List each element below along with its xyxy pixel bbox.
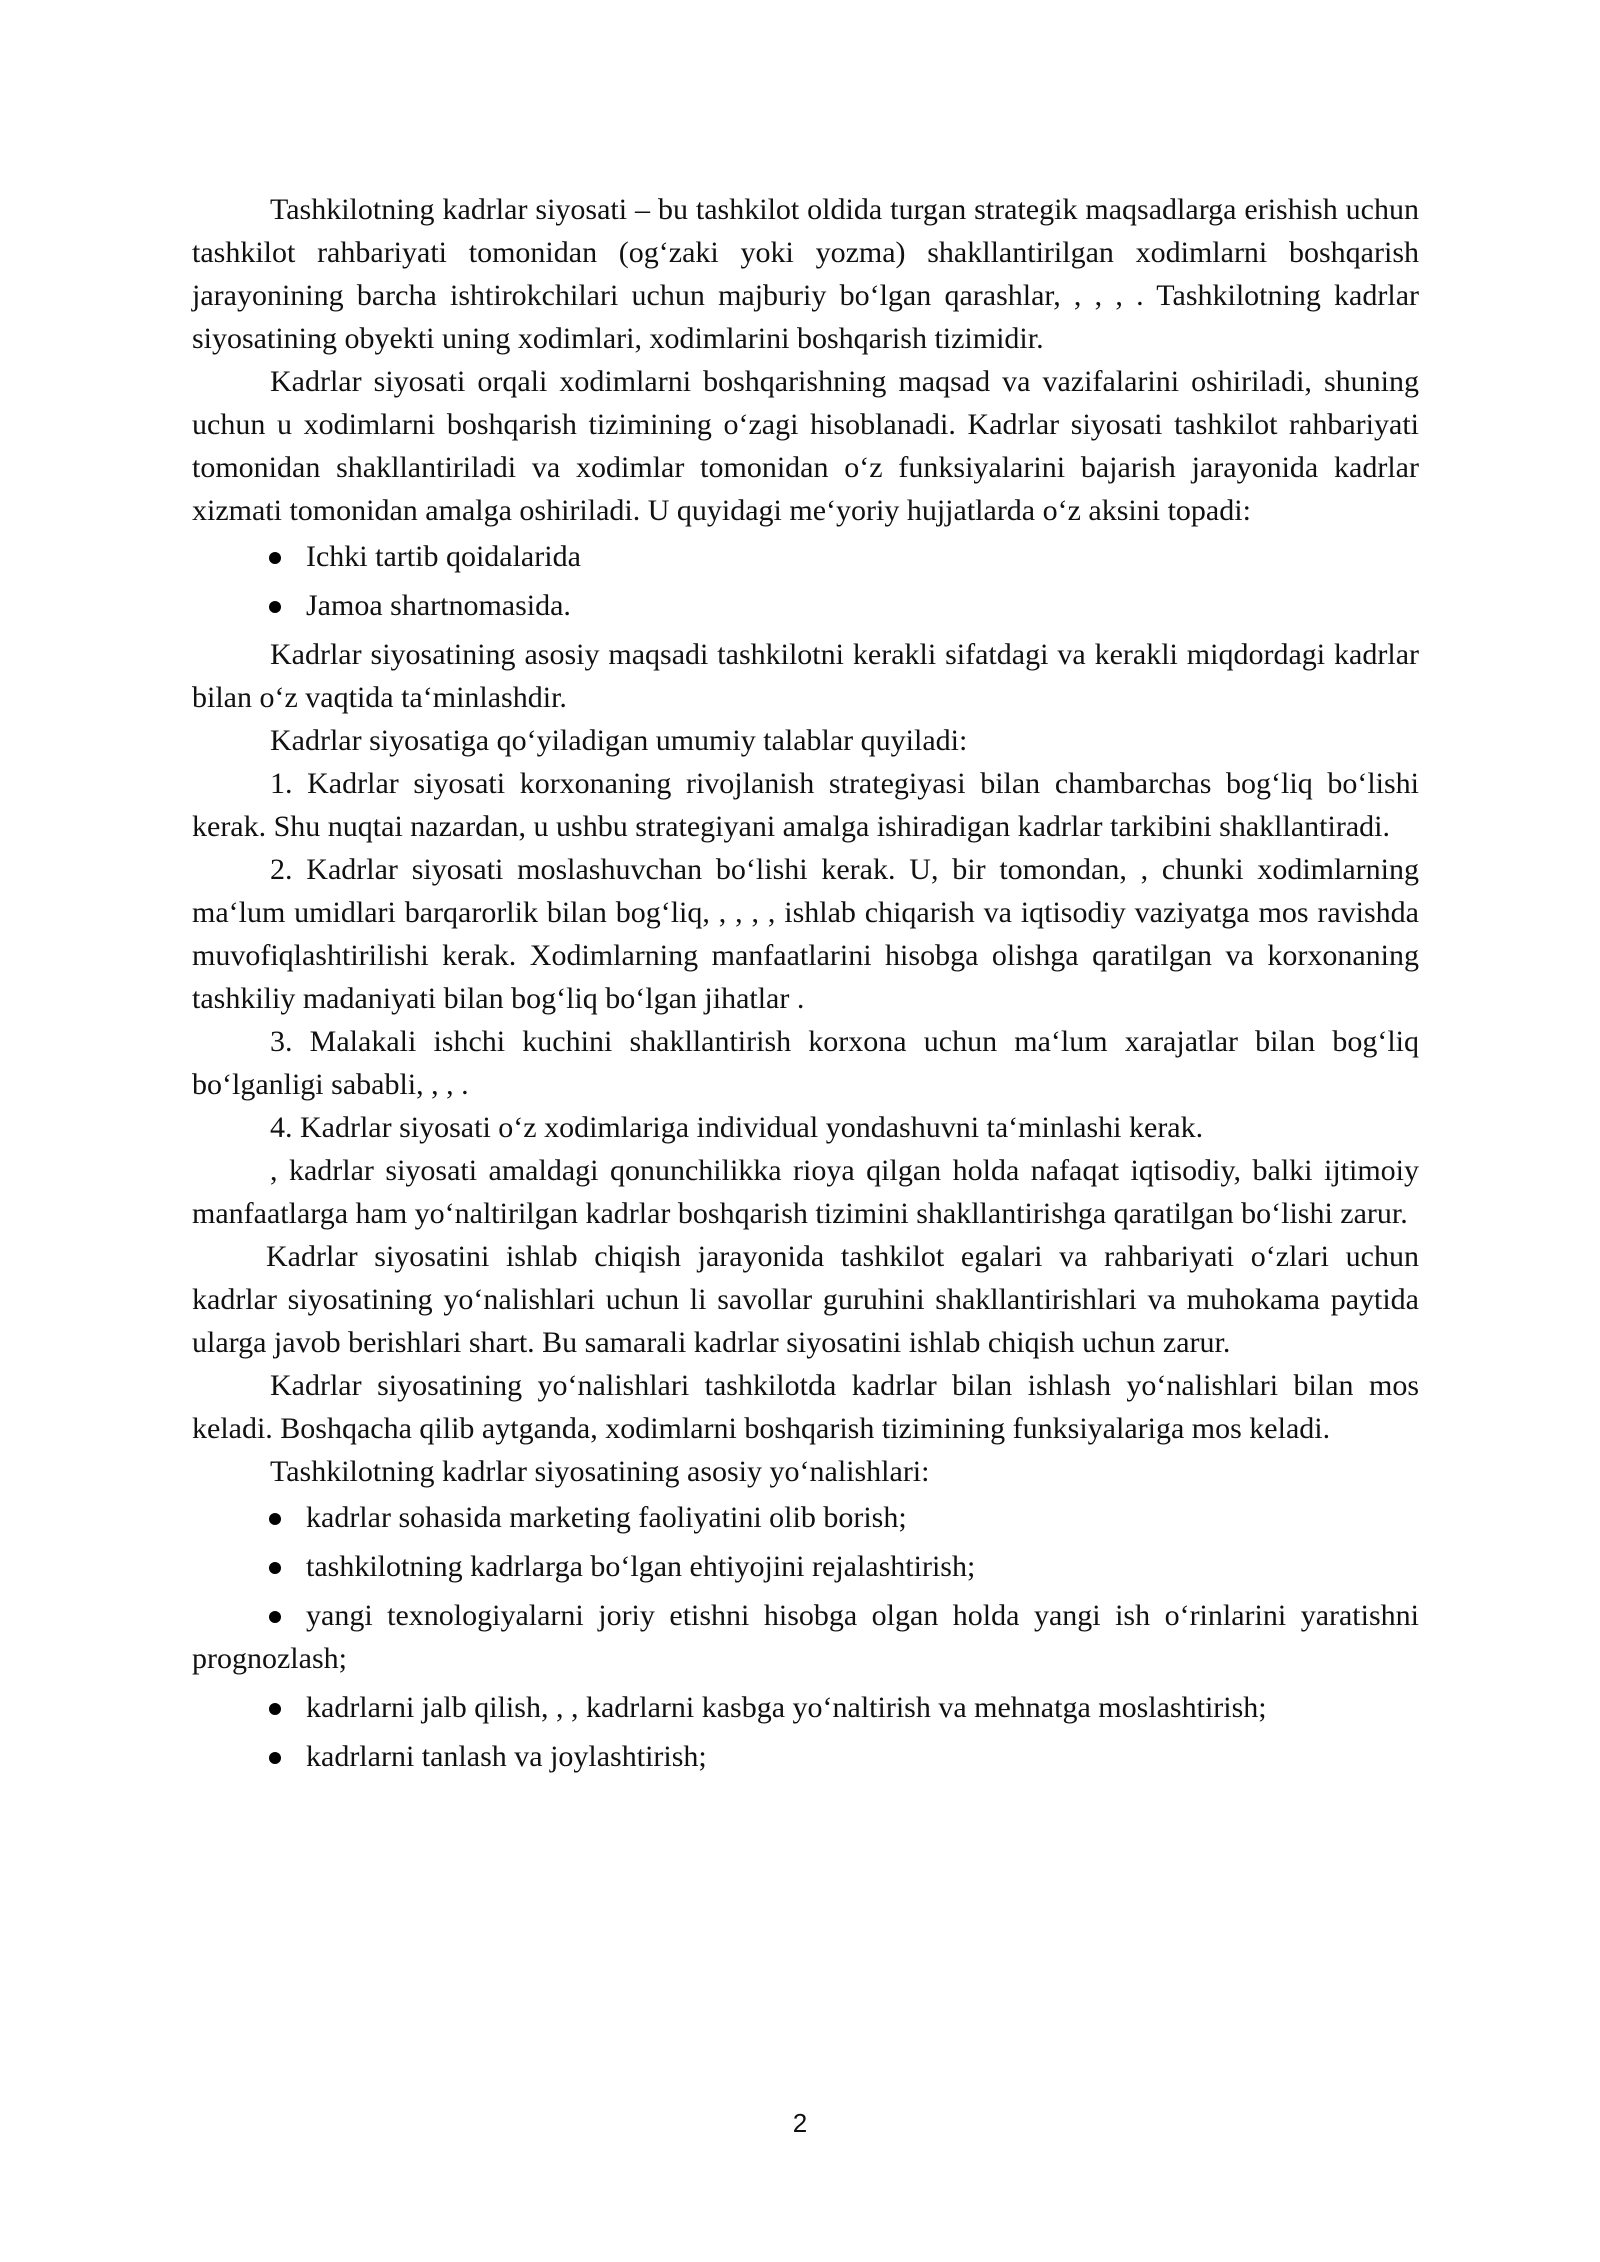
paragraph-directions: Kadrlar siyosatining yoʻnalishlari tashkilotda kadrlar bilan ishlash yoʻnalishlari bilan mos keladi. Boshqacha qilib aytganda, xodimlarni boshqarish tizimining funksiyalariga mos keladi. bbox=[192, 1369, 1419, 1445]
page-number: 2 bbox=[792, 2108, 808, 2138]
paragraph-requirement-2: 2. Kadrlar siyosati moslashuvchan boʻlishi kerak. U, bir tomondan, , chunki xodimlarning maʻlum umidlari barqarorlik bilan bogʻliq, , , , , ishlab chiqarish va iqtisodiy vaziyatga mos ravishda muvofiqlashtirilishi kerak. Xodimlarning manfaatlarini hisobga olishga qaratilgan va korxonaning tashkiliy madaniyati bilan bogʻliq boʻlgan jihatlar . bbox=[192, 853, 1419, 1015]
normative-docs-list bbox=[192, 535, 1419, 627]
paragraph-requirements-intro: Kadrlar siyosatiga qoʻyiladigan umumiy talablar quyiladi: bbox=[270, 724, 968, 757]
list-item-text: kadrlarni tanlash va joylashtirish; bbox=[306, 1740, 707, 1773]
bullet-icon bbox=[269, 1752, 281, 1764]
paragraph-definition: Tashkilotning kadrlar siyosati – bu tashkilot oldida turgan strategik maqsadlarga erishish uchun tashkilot rahbariyati tomonidan (ogʻzaki yoki yozma) shakllantirilgan xodimlarni boshqarish jarayonining barcha ishtirokchilari uchun majburiy boʻlgan qarashlar, , , , . Tashkilotning kadrlar siyosatining obyekti uning xodimlari, xodimlarini boshqarish tizimidir. bbox=[192, 193, 1419, 355]
paragraph-main-goal: Kadrlar siyosatining asosiy maqsadi tashkilotni kerakli sifatdagi va kerakli miqdordagi kadrlar bilan oʻz vaqtida taʻminlashdir. bbox=[192, 638, 1419, 714]
directions-list bbox=[192, 1496, 1419, 1778]
list-item bbox=[192, 1545, 1419, 1588]
paragraph-core: Kadrlar siyosati orqali xodimlarni boshqarishning maqsad va vazifalarini oshiriladi, shuning uchun u xodimlarni boshqarish tizimining oʻzagi hisoblanadi. Kadrlar siyosati tashkilot rahbariyati tomonidan shakllantiriladi va xodimlar tomonidan oʻz funksiyalarini bajarish jarayonida kadrlar xizmati tomonidan amalga oshiriladi. U quyidagi meʻyoriy hujjatlarda oʻz aksini topadi: bbox=[192, 365, 1419, 527]
list-item bbox=[192, 1594, 1419, 1680]
list-item-text: yangi texnologiyalarni joriy etishni hisobga olgan holda yangi ish oʻrinlarini yaratishni prognozlash; bbox=[192, 1599, 1419, 1675]
paragraph-development: Kadrlar siyosatini ishlab chiqish jarayonida tashkilot egalari va rahbariyati oʻzlari uchun kadrlar siyosatining yoʻnalishlari uchun li savollar guruhini shakllantirishlari va muhokama paytida ularga javob berishlari shart. Bu samarali kadrlar siyosatini ishlab chiqish uchun zarur. bbox=[192, 1240, 1419, 1359]
bullet-icon bbox=[269, 1703, 281, 1715]
list-item-text: Ichki tartib qoidalarida bbox=[306, 540, 581, 573]
list-item-text: Jamoa shartnomasida. bbox=[306, 589, 571, 622]
paragraph-summary: , kadrlar siyosati amaldagi qonunchilikka rioya qilgan holda nafaqat iqtisodiy, balki ijtimoiy manfaatlarga ham yoʻnaltirilgan kadrlar boshqarish tizimini shakllantirishga qaratilgan boʻlishi zarur. bbox=[192, 1154, 1419, 1230]
list-item bbox=[192, 535, 1419, 578]
bullet-icon bbox=[269, 1562, 281, 1574]
list-item-text: kadrlarni jalb qilish, , , kadrlarni kasbga yoʻnaltirish va mehnatga moslashtirish; bbox=[306, 1691, 1267, 1724]
list-item-text: tashkilotning kadrlarga boʻlgan ehtiyojini rejalashtirish; bbox=[306, 1550, 976, 1583]
bullet-icon bbox=[269, 601, 281, 613]
paragraph-requirement-1: 1. Kadrlar siyosati korxonaning rivojlanish strategiyasi bilan chambarchas bogʻliq boʻlishi kerak. Shu nuqtai nazardan, u ushbu strategiyani amalga ishiradigan kadrlar tarkibini shakllantiradi. bbox=[192, 767, 1419, 843]
list-item bbox=[192, 584, 1419, 627]
bullet-icon bbox=[269, 1611, 281, 1623]
bullet-icon bbox=[269, 1513, 281, 1525]
list-item bbox=[192, 1496, 1419, 1539]
paragraph-requirement-4: 4. Kadrlar siyosati oʻz xodimlariga individual yondashuvni taʻminlashi kerak. bbox=[270, 1111, 1204, 1144]
document-page bbox=[192, 188, 1419, 1784]
paragraph-requirement-3: 3. Malakali ishchi kuchini shakllantirish korxona uchun maʻlum xarajatlar bilan bogʻliq boʻlganligi sababli, , , . bbox=[192, 1025, 1419, 1101]
list-item-text: kadrlar sohasida marketing faoliyatini olib borish; bbox=[306, 1501, 907, 1534]
paragraph-directions-intro: Tashkilotning kadrlar siyosatining asosiy yoʻnalishlari: bbox=[270, 1455, 930, 1488]
bullet-icon bbox=[269, 552, 281, 564]
list-item bbox=[192, 1735, 1419, 1778]
list-item bbox=[192, 1686, 1419, 1729]
